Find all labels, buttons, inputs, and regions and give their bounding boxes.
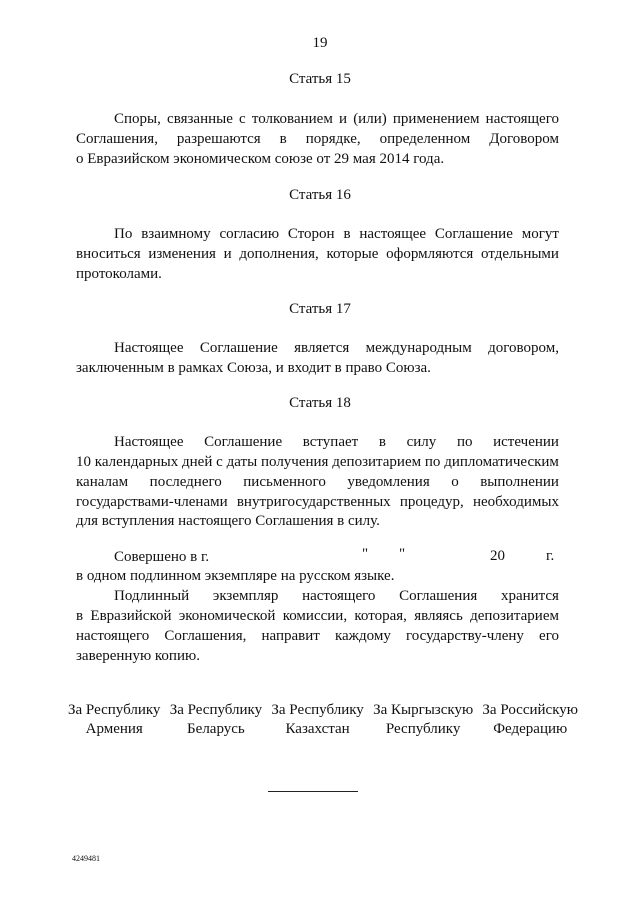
article-16-line-2-word: которые (326, 246, 379, 262)
signature-kyrgyzstan-line-1: За Кыргызскую (373, 702, 474, 718)
article-18-line-4 (76, 493, 559, 511)
article-17-line-1-word: международным (365, 340, 472, 356)
article-15-line-1-word: с (239, 111, 246, 127)
signature-russia (482, 701, 578, 739)
article-18-line-2-word: получения (260, 454, 329, 470)
article-17-line-1-word: Настоящее (114, 340, 184, 356)
article-18-heading: Статья 18 (289, 395, 351, 411)
article-15-line-2-word: Договором (489, 131, 559, 147)
original-line-2-word: Евразийской (90, 608, 172, 624)
article-18-line-3-word: о (451, 474, 459, 490)
article-17-line-1-word: договором, (488, 340, 559, 356)
signature-armenia (68, 701, 160, 739)
signature-armenia-line-1: За Республику (68, 702, 161, 718)
article-15-line-2-word: Соглашения, (76, 131, 158, 147)
article-17-line-1-word: является (294, 340, 350, 356)
article-16-line-1-word: Сторон (287, 226, 335, 242)
article-16-line-2-word: и (223, 246, 232, 262)
article-18-line-3-word: уведомления (347, 474, 430, 490)
original-line-2-word: экономической (178, 608, 276, 624)
article-16-line-1-word: По (114, 226, 133, 242)
date-quote-open: " (362, 546, 369, 562)
original-line-4: заверенную копию. (76, 648, 200, 664)
article-16-line-2-word: изменения (148, 246, 216, 262)
article-15-line-2-word: в (279, 131, 287, 147)
article-15-line-1-word: связанные (167, 111, 233, 127)
signature-kazakhstan-line-2: Казахстан (285, 721, 350, 737)
article-18-line-2-word: даты (226, 454, 258, 470)
article-18-line-2-word: календарных (94, 454, 179, 470)
article-18-line-1-word: вступает (302, 434, 359, 450)
document-number: 4249481 (72, 854, 100, 863)
signature-belarus-line-2: Беларусь (187, 721, 245, 737)
signature-block (68, 701, 578, 739)
article-15-line-1 (114, 110, 559, 128)
article-18-line-4-word: внутригосударственных (236, 494, 391, 510)
original-line-3-word: его (539, 628, 559, 644)
year-prefix: 20 (490, 548, 505, 564)
page-number: 19 (312, 35, 328, 51)
article-18-line-2-word: депозитарием (332, 454, 422, 470)
year-suffix: г. (546, 548, 555, 564)
article-18-line-2 (76, 453, 559, 471)
original-line-2-word: в (76, 608, 84, 624)
original-line-3-word: Соглашения, (164, 628, 247, 644)
article-16-line-1-word: в (343, 226, 351, 242)
article-16-line-3: протоколами. (76, 266, 162, 282)
signature-belarus-line-1: За Республику (169, 702, 263, 718)
article-16-line-2-word: оформляются (386, 246, 474, 262)
article-18-line-1-word: по (456, 434, 473, 450)
article-15-line-3: о Евразийском экономическом союзе от 29 мая 2014 года. (76, 151, 445, 167)
original-line-2-word: депозитарием (470, 608, 559, 624)
signature-belarus (170, 701, 262, 739)
copy-language-line: в одном подлинном экземпляре на русском языке. (76, 568, 395, 584)
article-18-line-3-word: каналам (76, 474, 129, 490)
article-15-line-2 (76, 130, 559, 148)
article-18-line-2-word: дипломатическим (444, 454, 559, 470)
article-18-line-1-word: Настоящее (114, 434, 184, 450)
article-18-line-3 (76, 473, 559, 491)
article-15-line-1-word: настоящего (485, 111, 559, 127)
article-18-line-1-word: Соглашение (204, 434, 283, 450)
article-18-line-4-word: государствами-членами (76, 494, 228, 510)
article-18-line-5: для вступления настоящего Соглашения в силу. (76, 513, 380, 529)
original-line-2-word: являясь (414, 608, 463, 624)
original-line-1-word: Подлинный (114, 588, 190, 604)
signature-armenia-line-2: Армения (85, 721, 143, 737)
date-quote-close: " (399, 546, 406, 562)
original-line-1-word: хранится (500, 588, 559, 604)
article-18-line-1-word: истечении (493, 434, 559, 450)
original-line-2 (76, 607, 559, 625)
signature-kazakhstan (271, 701, 363, 739)
article-16-line-1-word: настоящее (359, 226, 427, 242)
article-18-line-4-word: процедур, (399, 494, 464, 510)
end-rule (268, 791, 358, 792)
original-line-2-word: комиссии, (282, 608, 348, 624)
original-line-3 (76, 627, 559, 645)
article-16-line-2-word: дополнения, (239, 246, 319, 262)
article-18-line-1 (114, 433, 559, 451)
article-16-line-1-word: взаимному (141, 226, 211, 242)
original-line-3-word: направит (261, 628, 320, 644)
article-16-line-2 (76, 245, 559, 263)
article-15-line-2-word: определенном (379, 131, 471, 147)
article-18-line-2-word: дней (182, 454, 213, 470)
signature-russia-line-2: Федерацию (493, 721, 568, 737)
signature-russia-line-1: За Российскую (482, 702, 578, 718)
article-18-line-3-word: письменного (243, 474, 326, 490)
article-15-line-2-word: разрешаются (176, 131, 261, 147)
article-15-line-2-word: порядке, (305, 131, 361, 147)
article-18-line-1-word: силу (406, 434, 437, 450)
original-line-3-word: государству-члену (405, 628, 524, 644)
article-15-line-1-word: применением (392, 111, 480, 127)
article-16-line-1-word: согласию (219, 226, 280, 242)
article-18-line-3-word: последнего (149, 474, 222, 490)
article-15-line-1-word: Споры, (114, 111, 161, 127)
original-line-1-word: Соглашения (399, 588, 478, 604)
article-18-line-2-word: по (424, 454, 441, 470)
done-in-label: Совершено в г. (114, 549, 210, 565)
article-16-line-1-word: могут (521, 226, 559, 242)
article-16-heading: Статья 16 (289, 187, 351, 203)
original-line-1-word: настоящего (302, 588, 376, 604)
article-18-line-4-word: необходимых (472, 494, 559, 510)
signature-kazakhstan-line-1: За Республику (271, 702, 364, 718)
original-line-1 (114, 587, 559, 605)
article-16-line-1-word: Соглашение (434, 226, 513, 242)
article-18-line-1-word: в (378, 434, 386, 450)
article-17-line-1 (114, 339, 559, 357)
signature-kyrgyzstan-line-2: Республику (385, 721, 461, 737)
article-15-heading: Статья 15 (289, 71, 351, 87)
article-18-line-2-word: с (216, 454, 223, 470)
article-16-line-2-word: вноситься (76, 246, 141, 262)
article-16-line-1 (114, 225, 559, 243)
article-18-line-2-word: 10 (76, 454, 91, 470)
original-line-1-word: экземпляр (212, 588, 279, 604)
article-16-line-2-word: отдельными (481, 246, 559, 262)
article-17-heading: Статья 17 (289, 301, 351, 317)
article-17-line-1-word: Соглашение (199, 340, 278, 356)
article-17-line-2: заключенным в рамках Союза, и входит в право Союза. (76, 360, 431, 376)
article-18-line-3-word: выполнении (480, 474, 559, 490)
original-line-3-word: настоящего (76, 628, 150, 644)
article-15-line-1-word: толкованием (251, 111, 333, 127)
signature-kyrgyzstan (373, 701, 473, 739)
original-line-3-word: каждому (334, 628, 391, 644)
article-15-line-1-word: (или) (353, 111, 387, 127)
original-line-2-word: которая, (354, 608, 407, 624)
article-15-line-1-word: и (338, 111, 348, 127)
